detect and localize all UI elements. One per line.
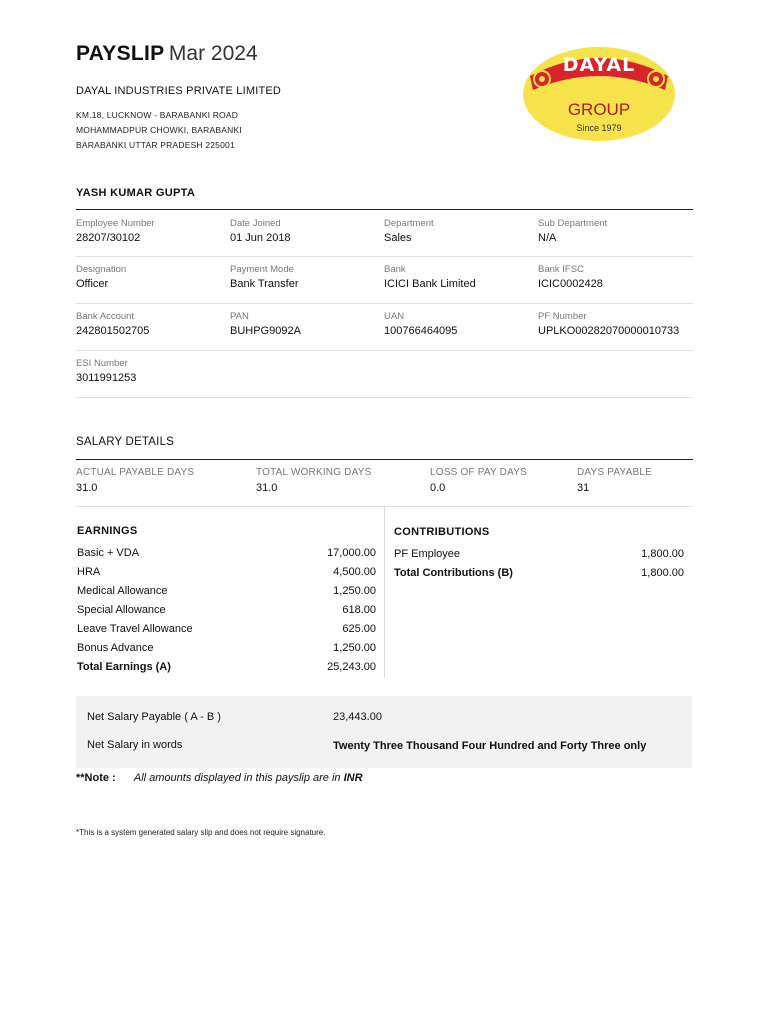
days-value: 31.0 xyxy=(256,482,278,494)
salary-details-title: SALARY DETAILS xyxy=(76,436,175,448)
days-label: LOSS OF PAY DAYS xyxy=(430,467,527,478)
note-label: **Note : xyxy=(76,772,116,784)
earning-label: Medical Allowance xyxy=(77,585,168,597)
days-loss-of-pay xyxy=(430,467,527,494)
field-value: N/A xyxy=(538,232,557,244)
days-label: ACTUAL PAYABLE DAYS xyxy=(76,467,195,478)
field-label: Payment Mode xyxy=(230,264,294,275)
logo-since: Since 1979 xyxy=(576,123,622,133)
days-value: 31 xyxy=(577,482,590,494)
field-label: Designation xyxy=(76,264,127,275)
field-value: 100766464095 xyxy=(384,325,458,337)
field-value: Sales xyxy=(384,232,412,244)
field-label: PF Number xyxy=(538,311,587,322)
net-payable-value: 23,443.00 xyxy=(333,711,382,723)
company-name: DAYAL INDUSTRIES PRIVATE LIMITED xyxy=(76,85,282,97)
contribution-label: PF Employee xyxy=(394,548,461,560)
earning-amount: 618.00 xyxy=(342,604,376,616)
earning-amount: 1,250.00 xyxy=(333,642,376,654)
days-value: 31.0 xyxy=(76,482,98,494)
dayal-group-logo xyxy=(522,46,676,142)
net-payable-label: Net Salary Payable ( A - B ) xyxy=(87,711,221,723)
field-value: 3011991253 xyxy=(76,372,137,384)
field-value: 01 Jun 2018 xyxy=(230,232,291,244)
net-words-value: Twenty Three Thousand Four Hundred and Forty Three only xyxy=(333,740,647,752)
field-label: Sub Department xyxy=(538,218,608,229)
company-address xyxy=(76,108,242,153)
earning-amount: 17,000.00 xyxy=(327,547,376,559)
field-bank xyxy=(384,264,476,290)
footer-disclaimer: *This is a system generated salary slip and does not require signature. xyxy=(76,828,326,837)
field-label: UAN xyxy=(384,311,405,322)
field-bank-account xyxy=(76,311,149,337)
field-label: Bank Account xyxy=(76,311,135,322)
field-pf-number xyxy=(538,311,679,337)
pay-period: Mar 2024 xyxy=(168,42,258,65)
earning-label: Basic + VDA xyxy=(77,547,140,559)
days-payable xyxy=(577,467,652,494)
field-label: Bank xyxy=(384,264,406,275)
field-value: Officer xyxy=(76,278,109,290)
field-date-joined xyxy=(230,218,291,244)
days-actual-payable xyxy=(76,467,194,494)
note-text: All amounts displayed in this payslip are in xyxy=(133,772,344,784)
field-employee-number xyxy=(76,218,155,244)
total-contributions-label: Total Contributions (B) xyxy=(394,567,513,579)
field-value: UPLKO00282070000010733 xyxy=(538,325,680,337)
earning-amount: 625.00 xyxy=(342,623,376,635)
divider xyxy=(76,459,693,460)
logo-group: GROUP xyxy=(567,100,631,119)
currency-note xyxy=(76,772,363,784)
title-text: PAYSLIP xyxy=(76,42,165,65)
total-earnings-amount: 25,243.00 xyxy=(327,661,376,673)
field-value: Bank Transfer xyxy=(230,278,299,290)
field-sub-department xyxy=(538,218,607,244)
earning-label: Leave Travel Allowance xyxy=(77,623,193,635)
field-label: Department xyxy=(384,218,434,229)
note-currency: INR xyxy=(343,772,363,784)
field-uan xyxy=(384,311,457,337)
net-salary-box xyxy=(76,696,692,768)
days-label: TOTAL WORKING DAYS xyxy=(256,467,372,478)
field-value: ICICI Bank Limited xyxy=(384,278,476,290)
contribution-amount: 1,800.00 xyxy=(641,548,684,560)
address-line: MOHAMMADPUR CHOWKI, BARABANKI xyxy=(76,125,242,135)
total-earnings-label: Total Earnings (A) xyxy=(77,661,171,673)
employee-name: YASH KUMAR GUPTA xyxy=(76,187,196,199)
earning-label: HRA xyxy=(77,566,101,578)
field-value: 28207/30102 xyxy=(76,232,141,244)
divider xyxy=(76,303,693,304)
field-label: PAN xyxy=(230,311,249,322)
field-department xyxy=(384,218,434,244)
divider xyxy=(76,350,693,351)
divider xyxy=(76,397,693,398)
divider xyxy=(76,256,693,257)
total-contributions-amount: 1,800.00 xyxy=(641,567,684,579)
earning-label: Bonus Advance xyxy=(77,642,154,654)
field-bank-ifsc xyxy=(538,264,603,290)
divider xyxy=(76,209,693,210)
earnings-title: EARNINGS xyxy=(77,525,138,537)
field-payment-mode xyxy=(230,264,298,290)
field-pan xyxy=(230,311,301,337)
field-value: 242801502705 xyxy=(76,325,150,337)
days-label: DAYS PAYABLE xyxy=(577,467,653,478)
earning-label: Special Allowance xyxy=(77,604,166,616)
field-esi-number xyxy=(76,358,136,384)
payslip-title xyxy=(76,42,258,66)
field-value: ICIC0002428 xyxy=(538,278,603,290)
logo-brand: DAYAL xyxy=(562,54,636,76)
earning-amount: 1,250.00 xyxy=(333,585,376,597)
contributions-title: CONTRIBUTIONS xyxy=(394,526,490,538)
column-divider xyxy=(384,506,385,678)
earning-amount: 4,500.00 xyxy=(333,566,376,578)
address-line: KM.18, LUCKNOW - BARABANKI ROAD xyxy=(76,110,239,120)
field-designation xyxy=(76,264,126,290)
days-value: 0.0 xyxy=(430,482,446,494)
field-label: Bank IFSC xyxy=(538,264,584,275)
field-label: Date Joined xyxy=(230,218,281,229)
field-value: BUHPG9092A xyxy=(230,325,301,337)
field-label: Employee Number xyxy=(76,218,155,229)
net-words-label: Net Salary in words xyxy=(87,739,183,751)
field-label: ESI Number xyxy=(76,358,128,369)
address-line: BARABANKI UTTAR PRADESH 225001 xyxy=(76,140,235,150)
days-total-working xyxy=(256,467,371,494)
